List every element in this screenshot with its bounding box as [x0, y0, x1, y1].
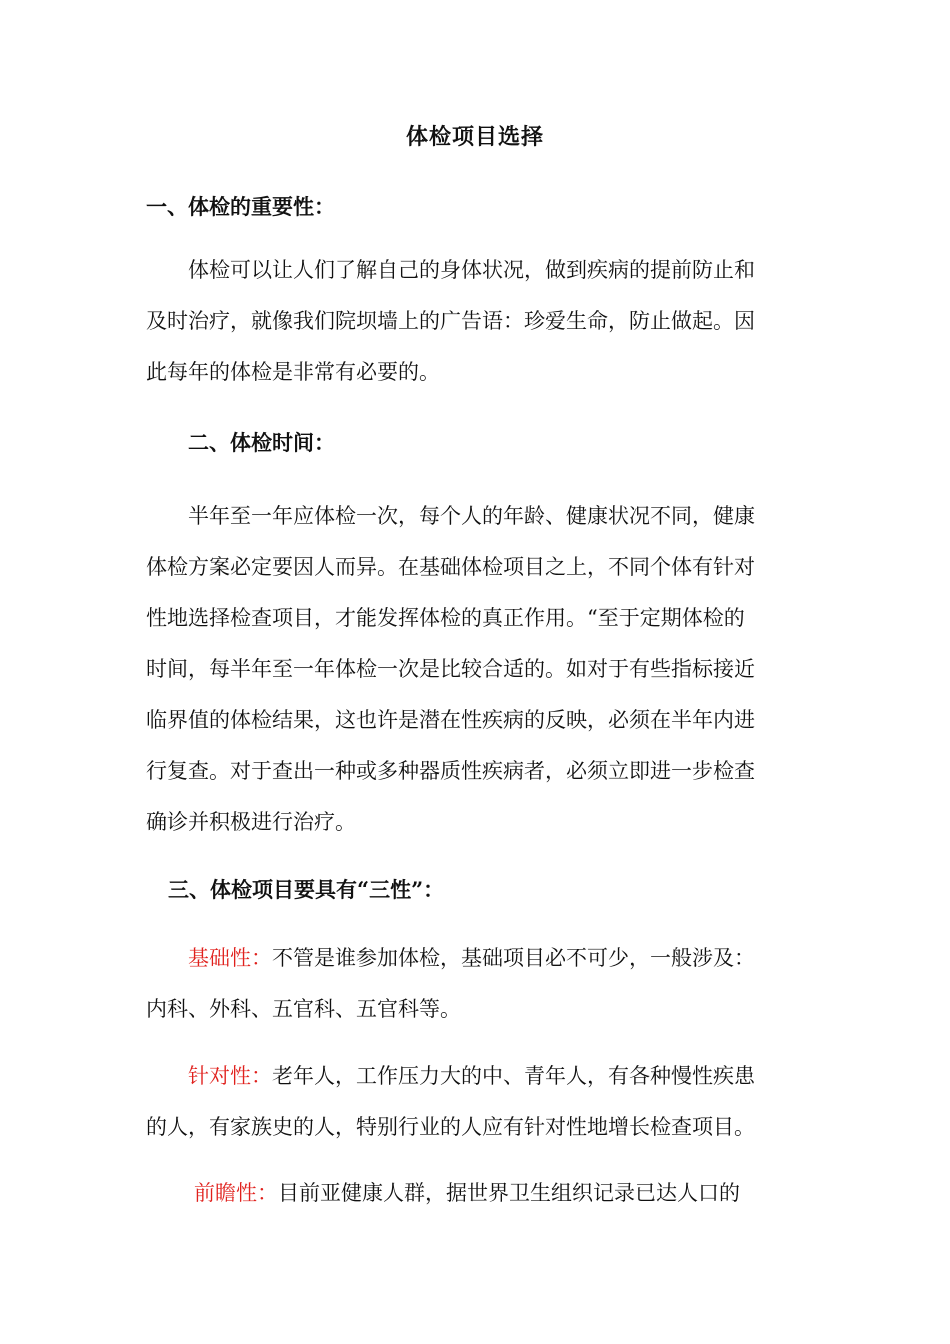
- paragraph-importance: [146, 245, 810, 398]
- section-heading-three-properties: 三、体检项目要具有“三性”：: [168, 877, 445, 902]
- section-heading-timing: 二、体检时间：: [188, 430, 335, 455]
- paragraph-line: 及时治疗，就像我们院坝墙上的广告语：珍爱生命，防止做起。因: [146, 309, 755, 333]
- paragraph-line: 半年至一年应体检一次，每个人的年龄、健康状况不同，健康: [188, 504, 755, 528]
- paragraph-line: 时间，每半年至一年体检一次是比较合适的。如对于有些指标接近: [146, 657, 755, 681]
- paragraph-line: 确诊并积极进行治疗。: [146, 810, 356, 834]
- item-targeted: [146, 1051, 810, 1153]
- paragraph-line: 性地选择检查项目，才能发挥体检的真正作用。“至于定期体检的: [146, 606, 745, 630]
- item-line: 内科、外科、五官科、五官科等。: [146, 997, 461, 1021]
- paragraph-line: 体检可以让人们了解自己的身体状况，做到疾病的提前防止和: [188, 258, 755, 282]
- paragraph-timing: [146, 491, 810, 848]
- item-label-targeted: 针对性：: [188, 1064, 272, 1088]
- item-label-forward-looking: 前瞻性：: [194, 1181, 278, 1205]
- item-first-line: [146, 1051, 810, 1102]
- section-heading-importance: 一、体检的重要性：: [146, 194, 335, 219]
- paragraph-line: 此每年的体检是非常有必要的。: [146, 360, 440, 384]
- paragraph-line: 临界值的体检结果，这也许是潜在性疾病的反映，必须在半年内进: [146, 708, 755, 732]
- item-label-basic: 基础性：: [188, 946, 272, 970]
- paragraph-line: 体检方案必定要因人而异。在基础体检项目之上，不同个体有针对: [146, 555, 755, 579]
- item-forward-looking: [146, 1168, 810, 1219]
- item-line: 的人，有家族史的人，特别行业的人应有针对性地增长检查项目。: [146, 1115, 755, 1139]
- item-text: 不管是谁参加体检，基础项目必不可少，一般涉及：: [272, 946, 755, 970]
- item-basic: [146, 933, 810, 1035]
- item-text: 老年人，工作压力大的中、青年人，有各种慢性疾患: [272, 1064, 755, 1088]
- paragraph-line: 行复查。对于查出一种或多种器质性疾病者，必须立即进一步检查: [146, 759, 755, 783]
- item-text: 目前亚健康人群，据世界卫生组织记录已达人口的: [278, 1181, 740, 1205]
- item-first-line: [146, 1168, 810, 1219]
- item-first-line: [146, 933, 810, 984]
- document-title: 体检项目选择: [405, 124, 544, 150]
